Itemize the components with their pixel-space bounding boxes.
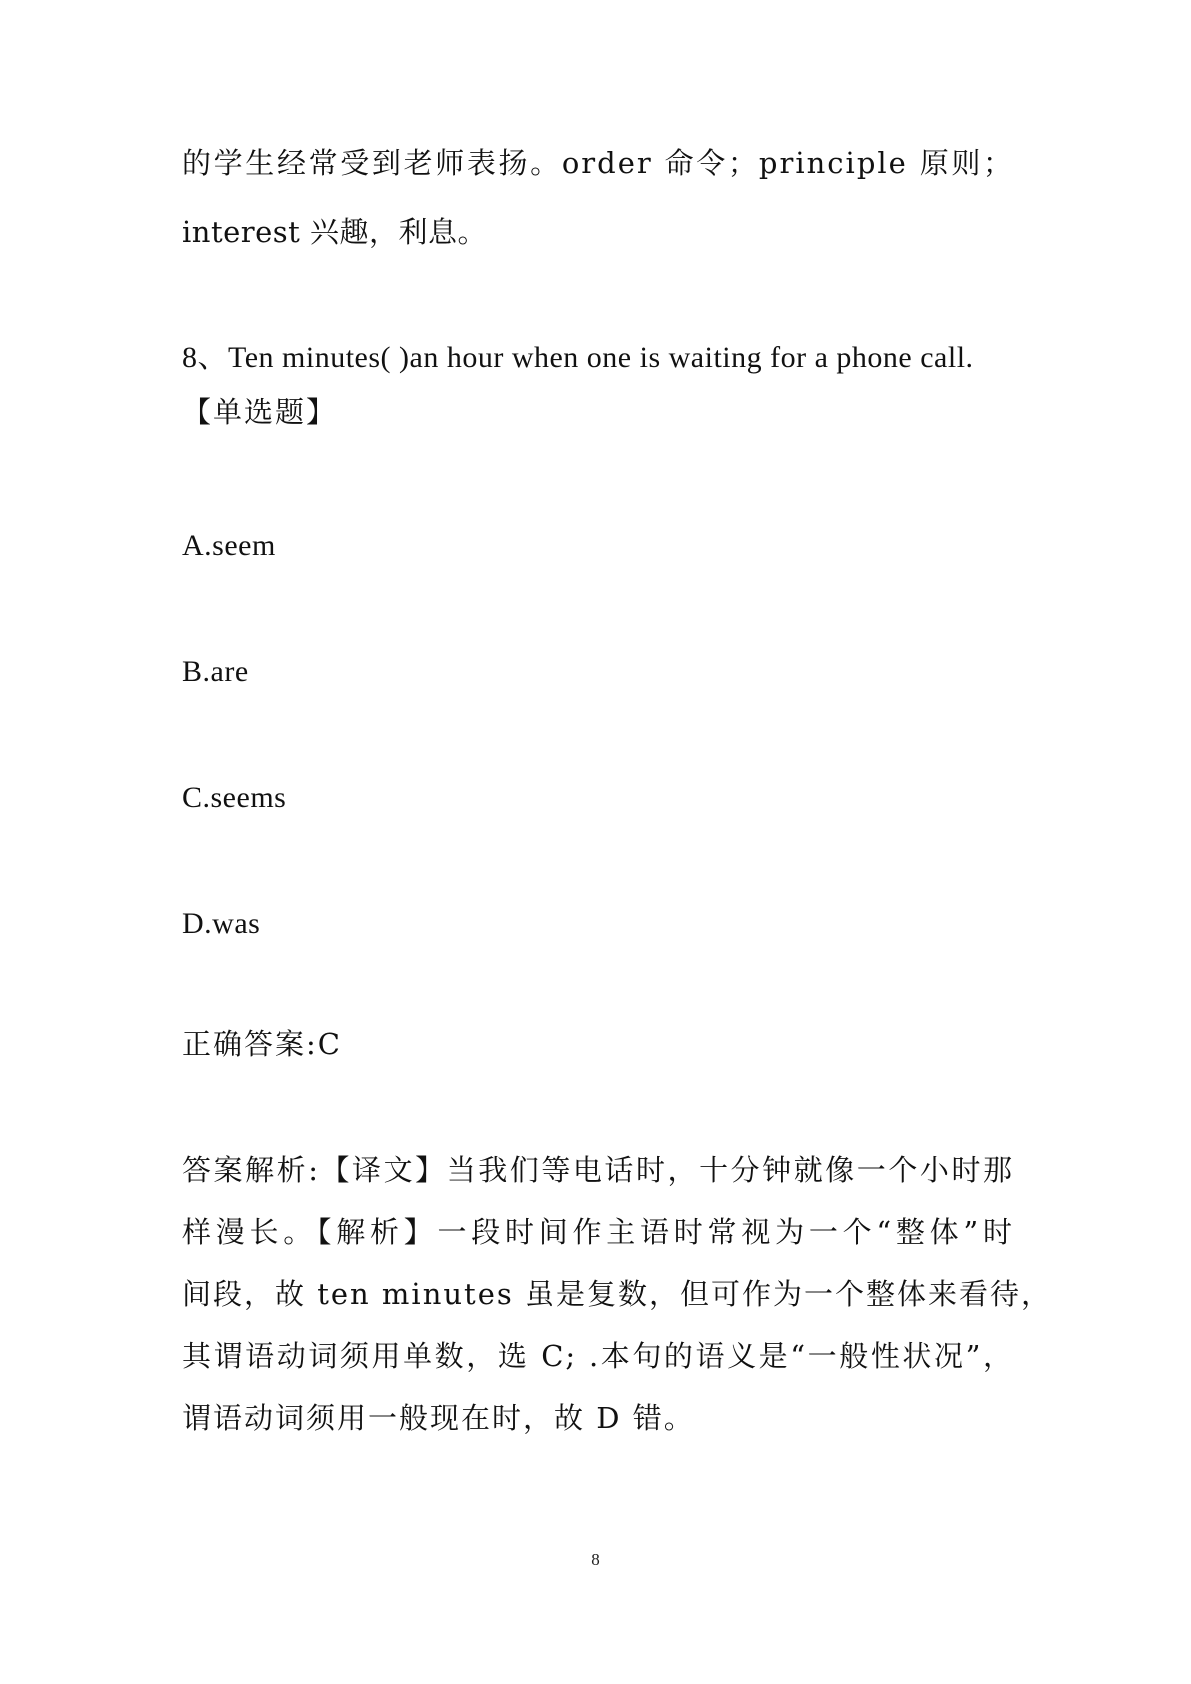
option-d: D.was	[182, 907, 261, 940]
question-stem: 8、Ten minutes( )an hour when one is waiting for a phone call.	[182, 341, 974, 374]
correct-answer: 正确答案:C	[182, 1027, 342, 1061]
explanation-line-3: 间段，故 ten minutes 虽是复数，但可作为一个整体来看待，	[182, 1277, 1052, 1311]
option-a: A.seem	[182, 529, 276, 562]
question-type-label: 【单选题】	[182, 395, 338, 429]
continuation-line-1: 的学生经常受到老师表扬。order 命令；principle 原则；	[182, 146, 1014, 180]
explanation-line-2: 样漫长。【解析】一段时间作主语时常视为一个“整体”时	[182, 1215, 1014, 1249]
explanation-line-4: 其谓语动词须用单数，选 C; .本句的语义是“一般性状况”，	[182, 1339, 1014, 1373]
explanation-line-1: 答案解析:【译文】当我们等电话时，十分钟就像一个小时那	[182, 1153, 1014, 1187]
option-c: C.seems	[182, 781, 287, 814]
page-number: 8	[591, 1550, 600, 1569]
explanation-line-5: 谓语动词须用一般现在时，故 D 错。	[182, 1401, 695, 1435]
continuation-line-2: interest 兴趣，利息。	[182, 215, 488, 249]
option-b: B.are	[182, 655, 249, 688]
